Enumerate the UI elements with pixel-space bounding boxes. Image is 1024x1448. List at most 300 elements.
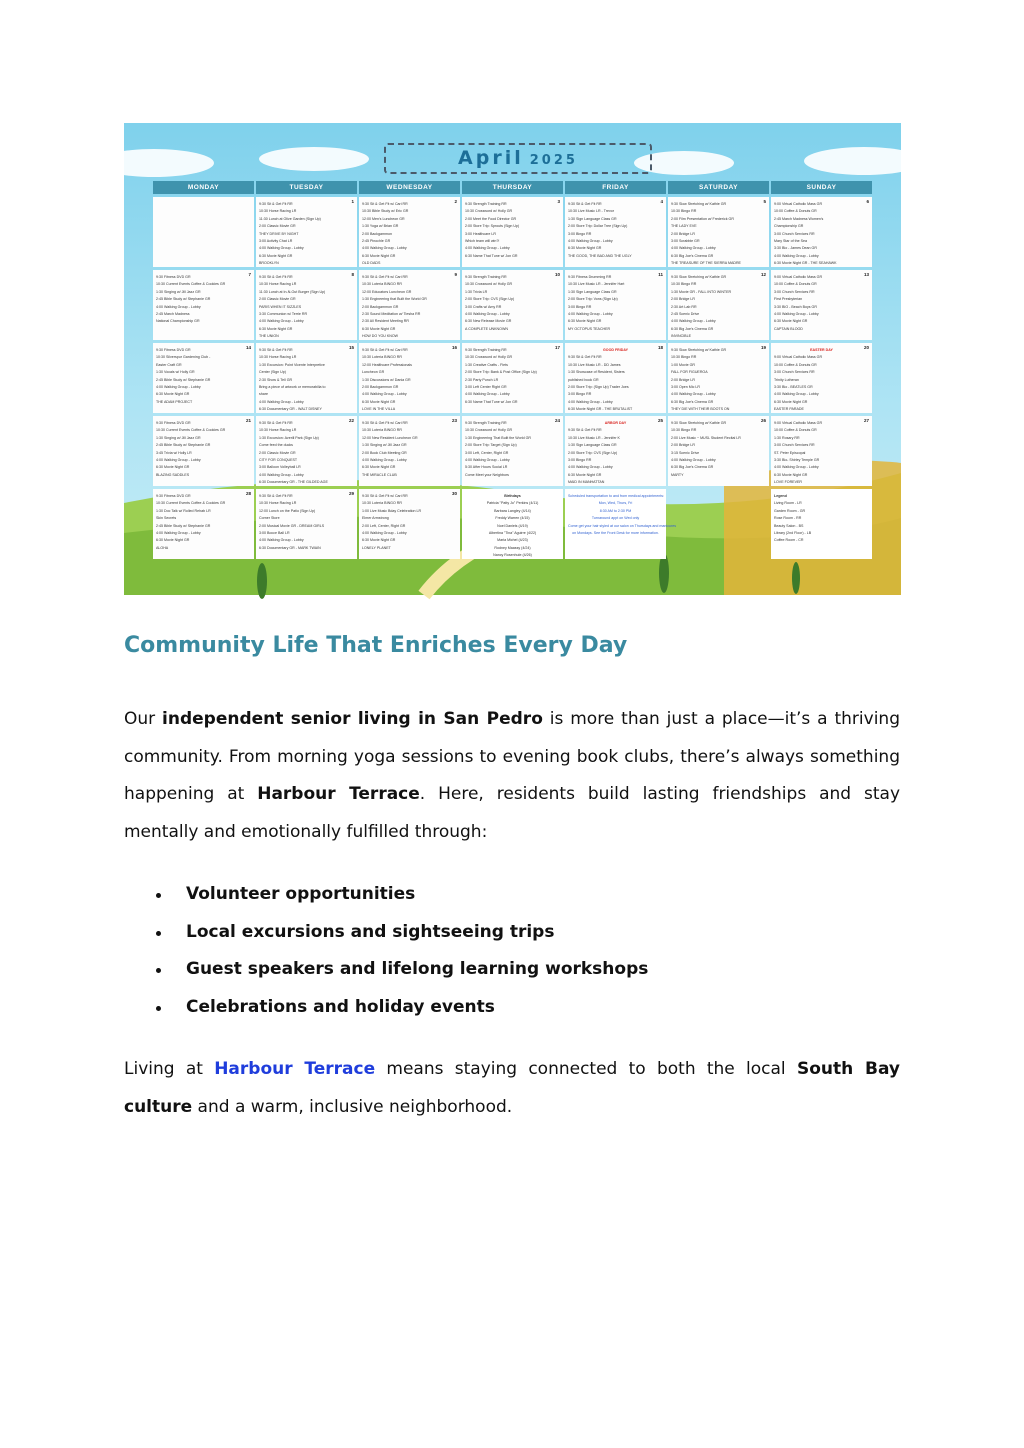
event-line: 1:30 Excursion: Point Vicente Interpretive bbox=[259, 362, 325, 367]
event-line: 2:30 All Resident Meeting RR bbox=[362, 319, 409, 324]
calendar-day-cell bbox=[462, 197, 563, 267]
event-line: Skin Secrets bbox=[156, 516, 177, 521]
event-line: 11:30 Lunch at Olive Garden (Sign Up) bbox=[259, 216, 321, 221]
event-line: 12:00 Educators Luncheon GR bbox=[362, 289, 412, 294]
event-line: 10:30 Lotería BINGO RR bbox=[362, 501, 402, 506]
text-run: is more than just a place—it’s a thriving community. From morning yoga sessions to evening book clubs, there’s always something happening at bbox=[124, 709, 900, 805]
event-line: 3:30 Bio - BEATLES GR bbox=[774, 385, 813, 390]
event-line: 12:00 Healthcare Professionals bbox=[362, 362, 412, 367]
calendar-notice-cell bbox=[565, 489, 677, 559]
event-line: 2:30 Show & Tell GR bbox=[259, 377, 293, 382]
calendar-day-cell bbox=[359, 343, 460, 413]
event-line: 1:30 Showcase of Resident, Sisters bbox=[568, 370, 625, 375]
event-line: LONELY PLANET bbox=[362, 545, 391, 550]
event-line: 10:30 Horse Racing LR bbox=[259, 501, 297, 506]
bullet-list bbox=[150, 876, 648, 1027]
text-run: means staying connected to both the local bbox=[375, 1059, 797, 1079]
event-line: 10:30 Current Events Coffee & Cookies GR bbox=[156, 282, 226, 287]
event-line: 9:30 Sit & Get Fit RR bbox=[259, 202, 293, 206]
calendar-day-cell bbox=[668, 270, 769, 340]
day-number: 14 bbox=[245, 345, 251, 350]
event-line: 1:30 Engineering that Built the World GR bbox=[362, 297, 427, 302]
event-line: 4:00 Walking Group - Lobby bbox=[259, 246, 304, 251]
text-run: Our bbox=[124, 709, 163, 729]
event-line: 2:00 Live Music ~ MUSL Student Recital LR bbox=[671, 435, 741, 440]
event-line: 3:00 Bocce Ball LR bbox=[259, 531, 290, 536]
event-line: 4:00 Walking Group - Lobby bbox=[774, 253, 819, 258]
event-line: 1:30 Sign Language Class GR bbox=[568, 216, 617, 221]
event-line: 4:00 Walking Group - Lobby bbox=[362, 531, 407, 536]
bold-text: Harbour Terrace bbox=[257, 784, 420, 805]
event-line: 9:30 Sit & Get Fit RR bbox=[568, 355, 602, 360]
event-line: 6:30 Movie Night GR bbox=[362, 538, 396, 543]
day-header: THURSDAY bbox=[462, 181, 563, 194]
event-line: 1:30 Engineering That Built the World GR bbox=[465, 435, 531, 440]
event-line: 4:00 Walking Group - Lobby bbox=[259, 538, 304, 543]
event-line: MAID IN MANHATTAN bbox=[568, 480, 605, 485]
holiday-title: EASTER DAY bbox=[810, 348, 833, 352]
event-line: 6:30 Big Joe's Cinema GR bbox=[671, 465, 714, 470]
event-line: 6:30 Movie Night GR bbox=[362, 465, 396, 470]
event-line: 3:00 Crafts w/ Amy RR bbox=[465, 304, 502, 309]
event-line: OLD DADS bbox=[362, 261, 381, 266]
event-line: Legend bbox=[774, 494, 787, 498]
event-line: 9:30 Fitness DVD GR bbox=[156, 348, 191, 352]
day-number: 24 bbox=[554, 418, 560, 423]
calendar-day-cell bbox=[256, 416, 357, 486]
event-line: Barbara Langley (4/14) bbox=[494, 508, 531, 513]
event-line: Garden Room - GR bbox=[774, 508, 806, 513]
text-run: . Here, residents build lasting friendships and stay mentally and emotionally fulfilled through: bbox=[124, 784, 900, 843]
calendar-grid bbox=[153, 181, 872, 559]
event-line: THEY DRIVE BY NIGHT bbox=[259, 231, 299, 236]
event-line: 3:00 Scrabble GR bbox=[671, 239, 700, 244]
day-number: 12 bbox=[760, 272, 766, 277]
calendar-day-cell bbox=[256, 489, 357, 559]
event-line: Come feed the ducks bbox=[259, 443, 293, 448]
event-line: 1:30 Creative Crafts - Fiets bbox=[465, 362, 508, 367]
event-line: 6:30 Big Joe's Cinema GR bbox=[671, 326, 714, 331]
day-number: 18 bbox=[657, 345, 663, 350]
event-line: LOVE FOREVER bbox=[774, 480, 802, 485]
calendar-day-cell bbox=[462, 416, 563, 486]
event-line: CITY FOR CONQUEST bbox=[259, 458, 298, 463]
event-line: EASTER PARADE bbox=[774, 407, 804, 412]
event-line: 6:30 Movie Night GR bbox=[774, 399, 808, 404]
event-line: 9:30 Slow Stretching w/ Kathie GR bbox=[671, 202, 727, 206]
event-line: Championship GR bbox=[774, 224, 804, 229]
event-line: 9:30 Sit & Get Fit w/ Cari RR bbox=[362, 421, 408, 425]
event-line: Beauty Salon - BS bbox=[774, 523, 804, 528]
event-line: A COMPLETE UNKNOWN bbox=[465, 326, 508, 331]
event-line: 6:30 Movie Night GR - THE BRUTALIST bbox=[568, 407, 633, 412]
event-line: Coffee Room - CR bbox=[774, 538, 804, 543]
event-line: 2:00 Store Trip: Sprouts (Sign Up) bbox=[465, 224, 520, 229]
event-line: INVINCIBLE bbox=[671, 334, 691, 339]
event-line: 4:00 Walking Group - Lobby bbox=[259, 319, 304, 324]
event-line: 3:00 Left Center Right GR bbox=[465, 385, 507, 390]
event-line: 3:00 Bingo RR bbox=[568, 304, 592, 309]
day-number: 17 bbox=[554, 345, 560, 350]
event-line: Freddy Warren (4/15) bbox=[495, 516, 530, 521]
event-line: 2:00 Left, Center, Right GR bbox=[362, 523, 406, 528]
day-number: 30 bbox=[451, 491, 457, 496]
event-line: 9:00 Virtual Catholic Mass GR bbox=[774, 421, 823, 425]
event-line: Noel Daniels (4/19) bbox=[497, 523, 528, 528]
list-item bbox=[150, 951, 648, 989]
event-line: 6:30 Documentary GR - THE GILDED AGE bbox=[259, 480, 328, 485]
event-line: 6:30 Big Joe's Cinema GR bbox=[671, 399, 714, 404]
event-line: 9:30 Fitness DVD GR bbox=[156, 275, 191, 279]
event-line: 3:00 Church Services RR bbox=[774, 443, 815, 448]
event-line: Come Meet your Neighbors bbox=[465, 472, 509, 477]
event-line: 4:00 Walking Group - Lobby bbox=[671, 392, 716, 397]
event-line: 2:00 Backgammon GR bbox=[362, 304, 399, 309]
event-line: 1:30 Singing w/ Jill Jazz GR bbox=[156, 289, 201, 294]
event-line: 12:00 Lunch on the Patio (Sign Up) bbox=[259, 508, 316, 513]
day-number: 25 bbox=[657, 418, 663, 423]
day-number: 20 bbox=[863, 345, 869, 350]
event-line: 1:30 Trivia LR bbox=[465, 289, 488, 294]
event-line: 11:30 Lunch at In-N-Out Burger (Sign Up) bbox=[259, 289, 326, 294]
event-line: Rose Room - RR bbox=[774, 516, 802, 521]
calendar-day-cell bbox=[359, 489, 460, 559]
event-line: 3:15 Scenic Drive bbox=[671, 450, 700, 455]
day-header: SATURDAY bbox=[668, 181, 769, 194]
event-line: THE LADY EVE bbox=[671, 224, 697, 229]
event-line: 2:45 March Madness Women's bbox=[774, 216, 824, 221]
event-line: 9:30 Sit & Get Fit RR bbox=[259, 494, 293, 498]
event-line: 10:30 Bible Study w/ Eric GR bbox=[362, 209, 409, 214]
event-line: Corner Store bbox=[259, 516, 280, 521]
day-number: 8 bbox=[351, 272, 354, 277]
bullet-icon bbox=[156, 893, 161, 898]
holiday-title: GOOD FRIDAY bbox=[602, 348, 629, 352]
calendar-day-cell bbox=[462, 343, 563, 413]
event-line: 2:00 Store Trip: Dollar Tree (Sign Up) bbox=[568, 224, 628, 229]
event-line: 6:30 Movie Night GR bbox=[568, 319, 602, 324]
calendar-day-cell bbox=[668, 197, 769, 267]
event-line: 4:00 Walking Group - Lobby bbox=[465, 312, 510, 317]
event-line: 10:30 Horse Racing LR bbox=[259, 282, 297, 287]
event-line: 4:00 Walking Group - Lobby bbox=[362, 392, 407, 397]
event-line: 3:30 Bio- Shirley Temple GR bbox=[774, 458, 820, 463]
event-line: 2:45 Bible Study w/ Stephanie GR bbox=[156, 377, 211, 382]
event-line: Living Room - LR bbox=[774, 501, 802, 506]
day-number: 21 bbox=[245, 418, 251, 423]
calendar-day-cell bbox=[668, 416, 769, 486]
event-line: 3:30 Bio - James Dean GR bbox=[774, 246, 817, 251]
event-line: 3:00 Church Services RR bbox=[774, 289, 815, 294]
bullet-icon bbox=[156, 1006, 161, 1011]
event-line: 6:30 Name That Tune w/ Jon GR bbox=[465, 253, 518, 258]
event-line: 10:00 Coffee & Donuts GR bbox=[774, 209, 817, 214]
event-line: THE TREASURE OF THE SIERRA MADRE bbox=[671, 261, 741, 266]
event-line: share bbox=[259, 392, 268, 397]
event-line: 12:00 Men's Luncheon GR bbox=[362, 216, 405, 221]
event-line: 10:00 Coffee & Donuts GR bbox=[774, 362, 817, 367]
event-line: Maria Michel (4/23) bbox=[497, 538, 528, 543]
calendar-day-cell bbox=[771, 343, 872, 413]
event-line: FALL FOR FIGUEROA bbox=[671, 370, 708, 375]
list-item bbox=[150, 914, 648, 952]
event-line: THE GOOD, THE BAD AND THE UGLY bbox=[568, 253, 632, 258]
intro-paragraph bbox=[124, 701, 900, 852]
list-item-label: Celebrations and holiday events bbox=[186, 997, 495, 1018]
event-line: 2:00 Store Trip: Bank & Post Office (Sign Up) bbox=[465, 370, 537, 375]
calendar-day-cell bbox=[462, 270, 563, 340]
event-line: 4:00 Walking Group - Lobby bbox=[671, 319, 716, 324]
calendar-blank-cell bbox=[668, 489, 769, 559]
event-line: 2:45 Scenic Drive bbox=[671, 312, 700, 317]
event-line: 3:00 Bingo RR bbox=[568, 231, 592, 236]
event-line: 2:45 March Madness bbox=[156, 312, 190, 317]
event-line: Trinity Lutheran bbox=[774, 377, 799, 382]
day-number: 15 bbox=[348, 345, 354, 350]
event-line: 4:00 Walking Group - Lobby bbox=[362, 246, 407, 251]
event-line: Rodney Maassy (4/24) bbox=[494, 545, 531, 550]
event-line: 9:30 Slow Stretching w/ Kathie GR bbox=[671, 275, 727, 279]
event-line: 10:30 Live Music LR - Trevor bbox=[568, 209, 614, 214]
event-line: 2:00 Backgammon bbox=[362, 231, 392, 236]
event-line: 1:00 Movie GR bbox=[671, 362, 695, 367]
event-line: 10:30 Current Events Coffee & Cookies GR bbox=[156, 428, 226, 433]
event-line: 10:30 Live Music LR - Jennifer K bbox=[568, 435, 620, 440]
list-item-label: Guest speakers and lifelong learning workshops bbox=[186, 959, 649, 980]
event-line: 2:00 Store Trip: Target (Sign Up) bbox=[465, 443, 517, 448]
day-number: 6 bbox=[866, 199, 869, 204]
event-line: 9:30 Strength Training RR bbox=[465, 275, 507, 279]
event-line: THE ADAM PROJECT bbox=[156, 399, 193, 404]
event-line: 9:30 Fitness Drumming RR bbox=[568, 275, 612, 279]
event-line: 9:30 Sit & Get Fit RR bbox=[259, 421, 293, 425]
event-line: 9:30 Sit & Get Fit w/ Cari RR bbox=[362, 348, 408, 352]
event-line: 9:30 Slow Stretching w/ Kathie GR bbox=[671, 348, 727, 352]
day-number: 23 bbox=[451, 418, 457, 423]
day-number: 5 bbox=[763, 199, 766, 204]
event-line: 10:30 Current Events Coffee & Cookies GR bbox=[156, 501, 226, 506]
event-line: 10:30 Lotería BINGO RR bbox=[362, 282, 402, 287]
event-line: Luncheon GR bbox=[362, 370, 385, 375]
event-line: ST. Peter Episcopal bbox=[774, 450, 806, 455]
day-number: 13 bbox=[863, 272, 869, 277]
event-line: 2:45 Bible Study w/ Stephanie GR bbox=[156, 443, 211, 448]
calendar-legend-cell bbox=[771, 489, 872, 559]
event-line: 6:30 Documentary GR - MARK TWAIN bbox=[259, 545, 321, 550]
event-line: 4:00 Walking Group - Lobby bbox=[568, 312, 613, 317]
event-line: 1:30 Sign Language Class GR bbox=[568, 289, 617, 294]
calendar-day-cell bbox=[153, 270, 254, 340]
event-line: 1:30 Rosary RR bbox=[774, 435, 800, 440]
event-line: 4:00 Walking Group - Lobby bbox=[465, 392, 510, 397]
event-line: 5:30 After Hours Social LR bbox=[465, 465, 508, 470]
event-line: 10:30 Horse Racing LR bbox=[259, 428, 297, 433]
event-line: 2:45 Pinochle GR bbox=[362, 239, 391, 244]
event-line: Center (Sign Up) bbox=[259, 370, 286, 375]
event-line: 3:30 BIO - Beach Boys GR bbox=[774, 304, 817, 309]
calendar-day-cell bbox=[256, 270, 357, 340]
event-line: 9:00 Virtual Catholic Mass GR bbox=[774, 202, 823, 206]
event-line: 9:30 Sit & Get Fit RR bbox=[259, 275, 293, 279]
event-line: PARIS WHEN IT SIZZLES bbox=[259, 304, 302, 309]
list-item-label: Local excursions and sightseeing trips bbox=[186, 921, 555, 942]
day-number: 11 bbox=[658, 272, 663, 277]
event-line: 1:30 Vocals w/ Holly GR bbox=[156, 370, 195, 375]
event-line: Elmer Armstrong bbox=[362, 516, 389, 521]
event-line: 4:00 Walking Group - Lobby bbox=[568, 399, 613, 404]
harbour-terrace-link[interactable]: Harbour Terrace bbox=[214, 1059, 376, 1079]
event-line: 2:00 Book Club Meeting GR bbox=[362, 450, 407, 455]
event-line: 2:00 Classic Movie GR bbox=[259, 450, 296, 455]
event-line: 10:30 Lotería BINGO RR bbox=[362, 428, 402, 433]
event-line: on Mondays. See the Front Desk for more information. bbox=[572, 531, 659, 536]
day-number: 2 bbox=[454, 199, 457, 204]
day-number: 10 bbox=[554, 272, 560, 277]
bullet-icon bbox=[156, 931, 161, 936]
calendar-day-cell bbox=[153, 343, 254, 413]
event-line: 2:00 Musical Movie GR - DREAM GIRLS bbox=[259, 523, 325, 528]
event-line: CAPTAIN BLOOD bbox=[774, 326, 803, 331]
event-line: 10:30 Live Music LR - Jennifer Hart bbox=[568, 282, 625, 287]
event-line: 9:30 Fitness DVD GR bbox=[156, 494, 191, 498]
event-line: 6:30 Movie Night GR bbox=[156, 465, 190, 470]
event-line: 6:30 Movie Night GR bbox=[568, 472, 602, 477]
event-line: 4:00 Walking Group - Lobby bbox=[259, 399, 304, 404]
event-line: 3:30 Communion w/ Terrie RR bbox=[259, 312, 308, 317]
day-number: 27 bbox=[863, 418, 869, 423]
event-line: 6:30 Documentary GR - WALT DISNEY bbox=[259, 407, 322, 412]
calendar-image bbox=[124, 123, 901, 595]
bullet-icon bbox=[156, 968, 161, 973]
event-line: Scheduled transportation to and from medical appointments: bbox=[568, 494, 665, 498]
calendar-day-cell bbox=[359, 416, 460, 486]
event-line: 2:00 Store Trip: (Sign Up) Trader Joes bbox=[568, 385, 629, 390]
day-number: 9 bbox=[454, 272, 457, 277]
event-line: BLAZING SADDLES bbox=[156, 472, 190, 477]
event-line: National Championship GR bbox=[156, 319, 200, 324]
event-line: 9:30 Strength Training RR bbox=[465, 202, 507, 206]
event-line: 4:00 Walking Group - Lobby bbox=[156, 385, 201, 390]
day-header: FRIDAY bbox=[565, 181, 666, 194]
event-line: MY OCTOPUS TEACHER bbox=[568, 326, 611, 331]
event-line: 10:30 Horse Racing LR bbox=[259, 209, 297, 214]
event-line: 1:30 Excursion: Averill Park (Sign Up) bbox=[259, 435, 319, 440]
event-line: 2:00 Bridge LR bbox=[671, 231, 695, 236]
event-line: 9:30 Sit & Get Fit RR bbox=[259, 348, 293, 352]
event-line: Come get your hair styled at our salon on Thursdays and manicures bbox=[568, 523, 677, 528]
event-line: 4:00 Walking Group - Lobby bbox=[156, 531, 201, 536]
event-line: Nancy Rosenhule (4/26) bbox=[493, 553, 532, 558]
event-line: 4:00 Walking Group - Lobby bbox=[465, 246, 510, 251]
event-line: 4:00 Walking Group - Lobby bbox=[362, 458, 407, 463]
event-line: 2:00 Bridge LR bbox=[671, 443, 695, 448]
event-line: Albertina "Tina" Aguirre (4/22) bbox=[488, 531, 537, 536]
calendar-day-cell bbox=[565, 343, 666, 413]
day-number: 3 bbox=[557, 199, 560, 204]
event-line: 9:30 Strength Training RR bbox=[465, 421, 507, 425]
event-line: 3:00 Church Services RR bbox=[774, 231, 815, 236]
event-line: Bring a piece of artwork or memorabilia to bbox=[259, 385, 326, 390]
event-line: 6:30 Movie Night GR bbox=[156, 392, 190, 397]
event-line: 8:30 AM to 2:30 PM bbox=[599, 508, 632, 513]
text-run: Living at bbox=[124, 1059, 215, 1079]
event-line: 4:00 Walking Group - Lobby bbox=[156, 304, 201, 309]
day-number: 19 bbox=[760, 345, 766, 350]
event-line: Turnaround appt on Wed only bbox=[591, 516, 640, 521]
event-line: 2:45 Bible Study w/ Stephanie GR bbox=[156, 523, 211, 528]
event-line: 6:30 Name That Tune w/ Jon GR bbox=[465, 399, 518, 404]
event-line: 4:00 Walking Group - Lobby bbox=[774, 392, 819, 397]
event-line: 9:30 Sit & Get Fit w/ Cari RR bbox=[362, 494, 408, 498]
event-line: 6:30 Movie Night GR bbox=[259, 253, 293, 258]
event-line: ALOHA bbox=[156, 545, 169, 550]
event-line: 6:30 Movie Night GR bbox=[362, 399, 396, 404]
event-line: 2:00 Meet the Food Director GR bbox=[465, 216, 517, 221]
event-line: 2:00 Store Trip: CVS (Sign Up) bbox=[568, 450, 618, 455]
calendar-day-cell bbox=[256, 343, 357, 413]
text-run: and a warm, inclusive neighborhood. bbox=[192, 1096, 513, 1117]
event-line: 4:00 Walking Group - Lobby bbox=[568, 239, 613, 244]
day-header: SUNDAY bbox=[771, 181, 872, 194]
event-line: 2:30 Sound Meditation w/ Tiesha RR bbox=[362, 312, 421, 317]
event-line: 1:30 Yoga w/ Brian GR bbox=[362, 224, 399, 229]
event-line: 2:30 Art Lab RR bbox=[671, 304, 697, 309]
event-line: 4:00 Walking Group - Lobby bbox=[465, 458, 510, 463]
event-line: 6:30 Movie Night GR bbox=[774, 472, 808, 477]
event-line: 6:30 Movie Night GR bbox=[362, 326, 396, 331]
day-number: 4 bbox=[660, 199, 663, 204]
calendar-day-cell bbox=[359, 270, 460, 340]
event-line: 3:00 Church Services RR bbox=[774, 370, 815, 375]
event-line: 1:30 Movie GR - FALL INTO WINTER bbox=[671, 289, 732, 294]
event-line: MARTY bbox=[671, 472, 684, 477]
calendar-birthdays-cell bbox=[462, 489, 563, 559]
day-number: 1 bbox=[351, 199, 354, 204]
event-line: 2:00 Classic Movie GR bbox=[259, 297, 296, 302]
event-line: Mary Star of the Sea bbox=[774, 239, 807, 244]
event-line: 3:00 Open Mic LR bbox=[671, 385, 700, 390]
section-heading: Community Life That Enriches Every Day bbox=[124, 633, 628, 658]
list-item bbox=[150, 989, 648, 1027]
event-line: 10:30 Crossword w/ Holly GR bbox=[465, 282, 513, 287]
event-line: 10:30 Bingo RR bbox=[671, 428, 697, 433]
calendar-day-cell bbox=[153, 197, 254, 267]
day-number: 28 bbox=[245, 491, 251, 496]
event-line: 9:00 Virtual Catholic Mass GR bbox=[774, 275, 823, 279]
event-line: 10:30 Crossword w/ Holly GR bbox=[465, 428, 513, 433]
event-line: 9:30 Sit & Get Fit w/ Cari RR bbox=[362, 275, 408, 279]
event-line: 3:00 Activity Chat LR bbox=[259, 239, 293, 244]
bold-text: South Bay culture bbox=[124, 1059, 900, 1117]
calendar-day-cell bbox=[771, 270, 872, 340]
event-line: 3:00 Balloon Volleyball LR bbox=[259, 465, 301, 470]
calendar-day-cell bbox=[359, 197, 460, 267]
day-header: MONDAY bbox=[153, 181, 254, 194]
event-line: 10:30 Crossword w/ Holly GR bbox=[465, 355, 513, 360]
event-line: First Presbyterian bbox=[774, 297, 803, 302]
event-line: 3:00 Healthcare LR bbox=[465, 231, 496, 236]
event-line: 2:00 Film Presentation w/ Frederick GR bbox=[671, 216, 734, 221]
event-line: 2:00 Store Trip: CVS (Sign Up) bbox=[465, 297, 515, 302]
event-line: 9:30 Strength Training RR bbox=[465, 348, 507, 352]
event-line: HOW DO YOU KNOW bbox=[362, 334, 399, 339]
event-line: 1:30 Discussions w/ Dania GR bbox=[362, 377, 411, 382]
event-line: Mon, Wed, Thurs, Fri bbox=[598, 501, 633, 506]
event-line: 6:30 Movie Night GR bbox=[774, 319, 808, 324]
event-line: 10:30 Live Music LR - DD James bbox=[568, 362, 621, 367]
event-line: 10:00 Coffee & Donuts GR bbox=[774, 282, 817, 287]
event-line: 10:30 Bingo RR bbox=[671, 209, 697, 214]
